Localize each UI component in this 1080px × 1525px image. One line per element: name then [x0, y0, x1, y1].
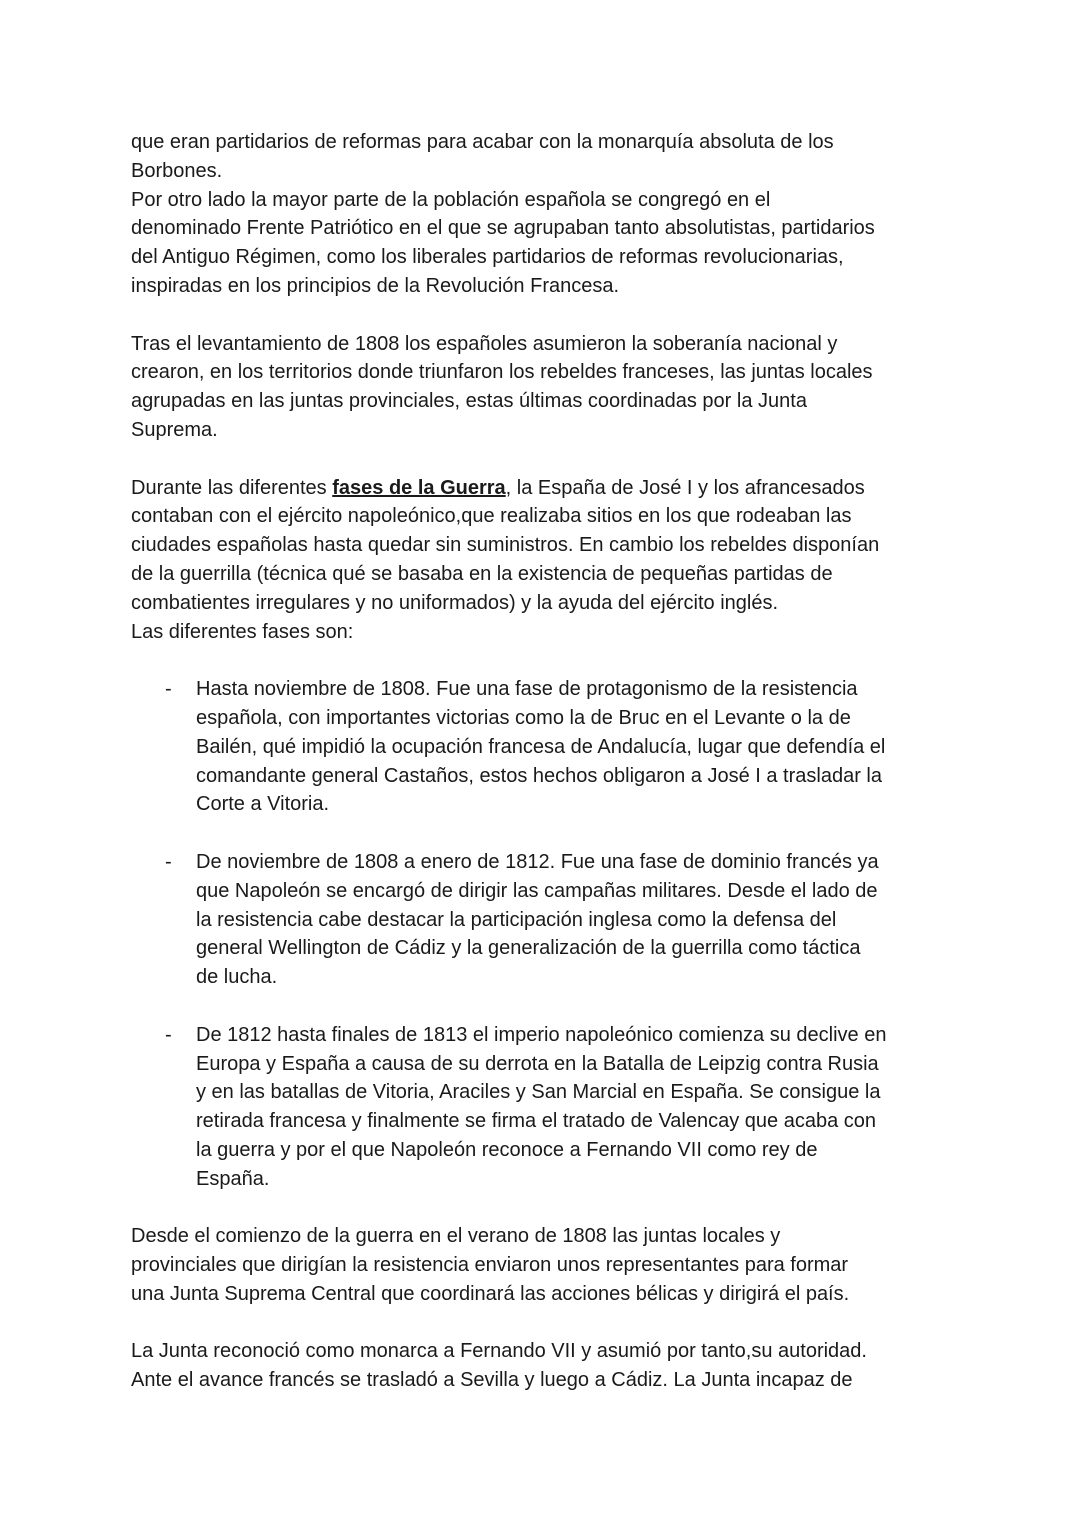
paragraph-spacer: [131, 646, 961, 675]
list-item: [131, 675, 961, 819]
list-item-text: De 1812 hasta finales de 1813 el imperio napoleónico comienza su declive en Europa y España a causa de su derrota en la Batalla de Leipzig contra Rusia y en las batallas de Vitoria, Araciles y San Marcial en España. Se consigue la retirada francesa y finalmente se firma el tratado de Valencay que acaba con la guerra y por el que Napoleón reconoce a Fernando VII como rey de España.: [196, 1023, 887, 1190]
dash-bullet: -: [165, 850, 172, 873]
list-item-text: De noviembre de 1808 a enero de 1812. Fue una fase de dominio francés ya que Napoleón se encargó de dirigir las campañas militares. Desde el lado de la resistencia cabe destacar la participación inglesa como la defensa del general Wellington de Cádiz y la generalización de la guerrilla como táctica de lucha.: [196, 850, 879, 989]
dash-bullet: -: [165, 678, 172, 701]
list-spacer: [131, 819, 961, 848]
paragraph-spacer: [131, 1193, 961, 1222]
junta-central-paragraph: Desde el comienzo de la guerra en el verano de 1808 las juntas locales y provinciales que dirigían la resistencia enviaron unos representantes para formar una Junta Suprema Central que coordinará las acciones bélicas y dirigirá el país.: [131, 1225, 850, 1305]
fases-text-before: Durante las diferentes: [131, 476, 333, 499]
list-item: [131, 1021, 961, 1194]
fases-text-after: , la España de José I y los afrancesados contaban con el ejército napoleónico,que realizaba sitios en los que rodeaban las ciudades españolas hasta quedar sin suministros. En cambio los rebeldes disponían de la guerrilla (técnica qué se basaba en la existencia de pequeñas partidas de combatientes irregulares y no uniformados) y la ayuda del ejército inglés.: [131, 476, 880, 614]
fases-list-intro: Las diferentes fases son:: [131, 620, 354, 643]
junta-reconocio-paragraph: La Junta reconoció como monarca a Fernando VII y asumió por tanto,su autoridad. Ante el avance francés se trasladó a Sevilla y luego a Cádiz. La Junta incapaz de: [131, 1340, 867, 1392]
list-spacer: [131, 992, 961, 1021]
document-page: [131, 128, 961, 1395]
fases-list: [131, 675, 961, 1193]
paragraph-spacer: [131, 301, 961, 330]
paragraph-spacer: [131, 1309, 961, 1338]
intro-paragraph-1: que eran partidarios de reformas para acabar con la monarquía absoluta de los Borbones.: [131, 131, 834, 182]
list-item-text: Hasta noviembre de 1808. Fue una fase de protagonismo de la resistencia española, con importantes victorias como la de Bruc en el Levante o la de Bailén, qué impidió la ocupación francesa de Andalucía, lugar que defendía el comandante general Castaños, estos hechos obligaron a José I a trasladar la Corte a Vitoria.: [196, 678, 886, 816]
list-item: [131, 848, 961, 992]
fases-paragraph: [131, 474, 961, 618]
dash-bullet: -: [165, 1023, 172, 1046]
paragraph-spacer: [131, 445, 961, 474]
levantamiento-paragraph: Tras el levantamiento de 1808 los españoles asumieron la soberanía nacional y crearon, en los territorios donde triunfaron los rebeldes franceses, las juntas locales agrupadas en las juntas provinciales, estas últimas coordinadas por la Junta Suprema.: [131, 332, 873, 441]
fases-de-la-guerra-link[interactable]: fases de la Guerra: [332, 476, 506, 499]
intro-paragraph-2: Por otro lado la mayor parte de la población española se congregó en el denominado Frente Patriótico en el que se agrupaban tanto absolutistas, partidarios del Antiguo Régimen, como los liberales partidarios de reformas revolucionarias, inspiradas en los principios de la Revolución Francesa.: [131, 188, 875, 297]
